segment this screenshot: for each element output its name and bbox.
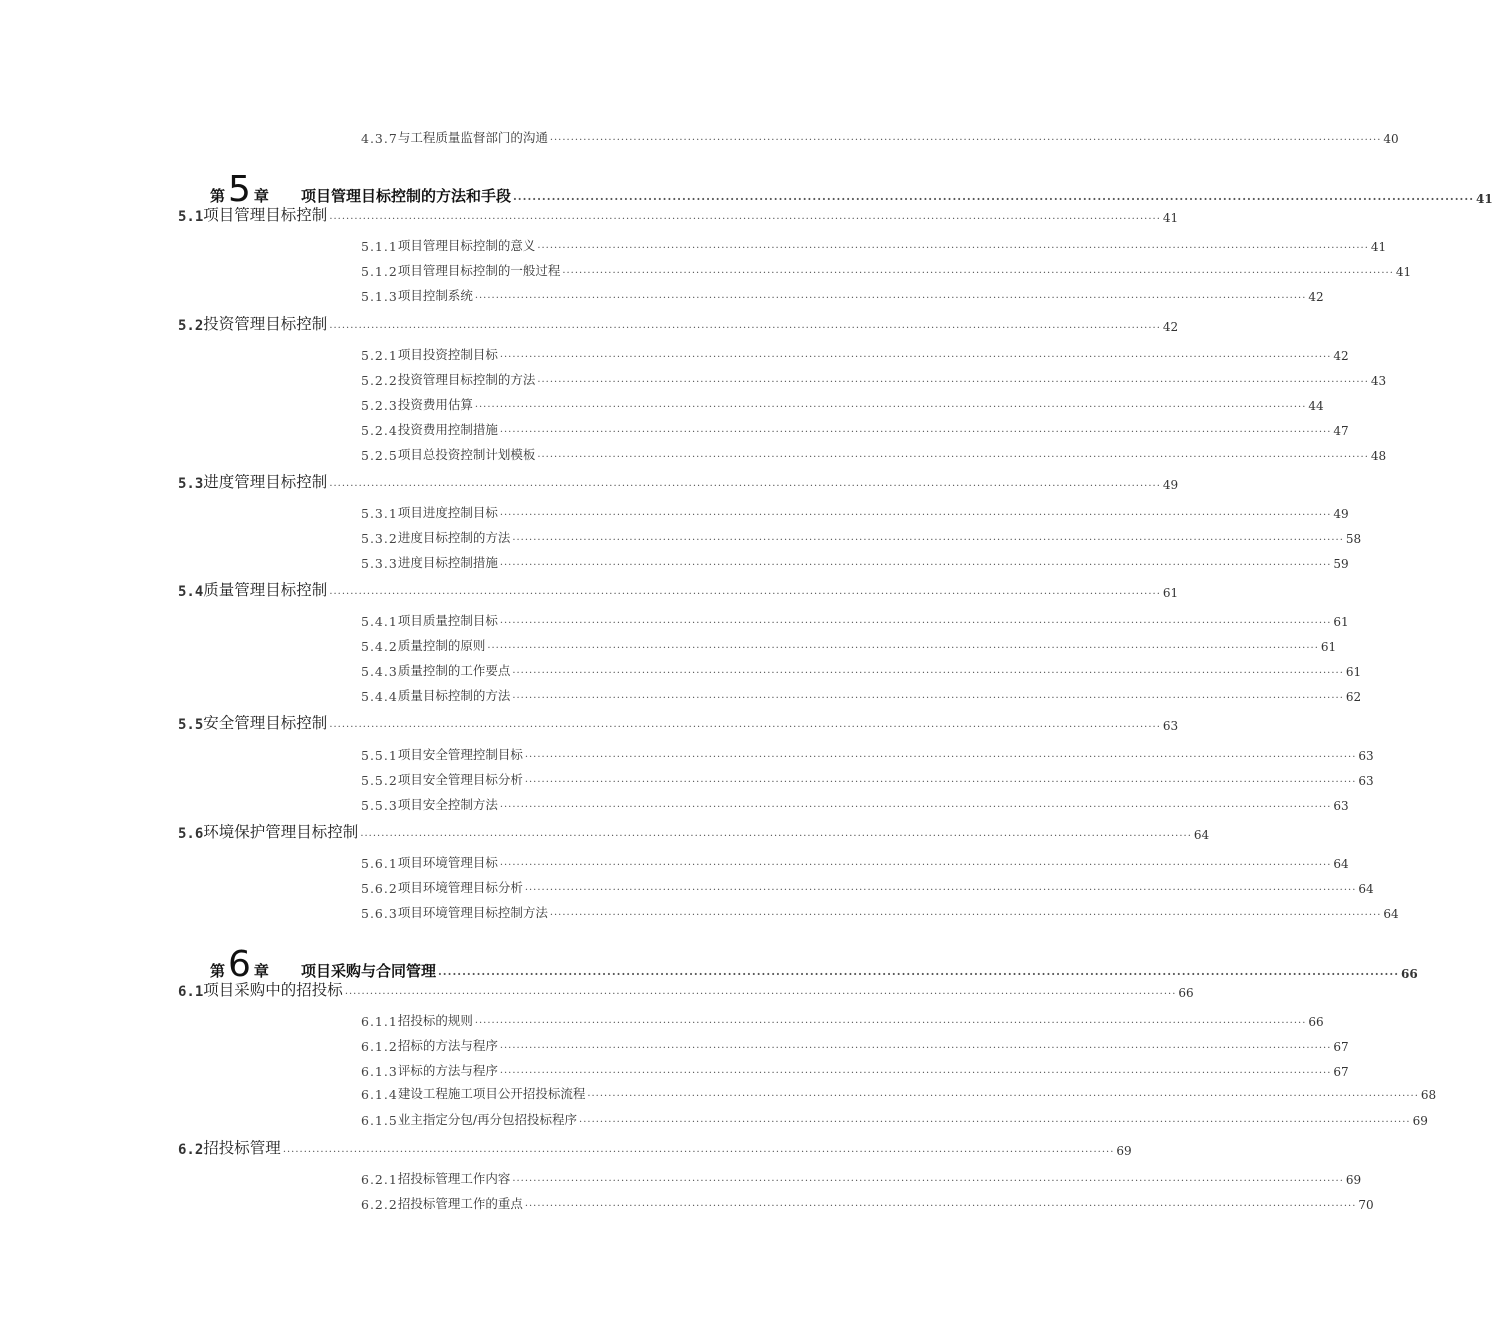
toc-entry[interactable] <box>361 745 1374 763</box>
dot-leader: ······································································································································································································· <box>474 402 1307 413</box>
dot-leader: ······································································································································································································· <box>499 802 1332 813</box>
page-number: 61 <box>1320 640 1337 654</box>
page-number: 61 <box>1345 665 1362 679</box>
section-title: 项目环境管理目标 <box>397 855 498 870</box>
toc-entry[interactable] <box>361 370 1387 388</box>
dot-leader: ······································································································································································································· <box>329 323 1161 334</box>
page-number: 69 <box>1412 1114 1428 1128</box>
section-title: 招标的方法与程序 <box>397 1038 498 1053</box>
toc-entry[interactable] <box>178 578 1179 600</box>
page-number: 63 <box>1358 749 1374 763</box>
section-number: 5.2 <box>178 318 204 334</box>
section-number: 5.6.2 <box>361 881 398 896</box>
section-title: 投资管理目标控制 <box>203 315 328 333</box>
section-number: 5.2.4 <box>361 423 398 438</box>
dot-leader: ······································································································································································································· <box>512 535 1344 546</box>
page-number: 64 <box>1358 882 1374 896</box>
toc-entry[interactable] <box>361 878 1374 896</box>
toc-entry[interactable] <box>361 1036 1349 1054</box>
toc-entry[interactable] <box>361 1061 1349 1079</box>
dot-leader: ······································································································································································································· <box>512 1176 1344 1187</box>
section-title: 投资费用估算 <box>397 397 473 412</box>
page-number: 41 <box>1162 211 1179 225</box>
section-number: 5.6.1 <box>361 856 398 871</box>
section-title: 建设工程施工项目公开招投标流程 <box>397 1086 586 1101</box>
section-number: 5.5.3 <box>361 798 398 813</box>
dot-leader: ······································································································································································································· <box>499 510 1332 521</box>
dot-leader: ······································································································································································································· <box>474 1018 1307 1029</box>
section-title: 招投标管理 <box>203 1139 281 1157</box>
page-number: 58 <box>1345 532 1362 546</box>
toc-entry[interactable] <box>361 903 1399 921</box>
dot-leader: ······································································································································································································· <box>487 643 1319 654</box>
section-title: 项目安全控制方法 <box>397 797 498 812</box>
chapter-prefix: 第 <box>210 962 226 980</box>
toc-entry[interactable] <box>361 853 1349 871</box>
dot-leader: ······································································································································································································· <box>524 1201 1357 1212</box>
dot-leader: ······································································································································································································· <box>512 193 1475 206</box>
chapter-title: 项目采购与合同管理 <box>300 962 436 980</box>
section-title: 项目进度控制目标 <box>397 505 498 520</box>
page-number: 59 <box>1333 557 1349 571</box>
section-title: 安全管理目标控制 <box>203 714 328 732</box>
toc-entry[interactable] <box>361 661 1362 679</box>
section-number: 5.4.3 <box>361 664 398 679</box>
page-number: 61 <box>1333 615 1349 629</box>
toc-entry[interactable] <box>361 1110 1428 1128</box>
section-number: 6.1.4 <box>361 1087 398 1102</box>
page-number: 42 <box>1162 320 1179 334</box>
toc-entry[interactable] <box>361 636 1337 654</box>
toc-entry[interactable] <box>361 611 1349 629</box>
chapter-suffix: 章 <box>253 187 269 205</box>
section-title: 与工程质量监督部门的沟通 <box>397 130 548 145</box>
toc-entry[interactable] <box>361 395 1324 413</box>
dot-leader: ······································································································································································································· <box>499 352 1332 363</box>
section-number: 5.3.3 <box>361 556 398 571</box>
section-number: 5.4.4 <box>361 689 398 704</box>
page-number: 66 <box>1308 1015 1324 1029</box>
dot-leader: ······································································································································································································· <box>512 668 1344 679</box>
dot-leader: ······································································································································································································· <box>524 752 1357 763</box>
dot-leader: ······································································································································································································· <box>549 135 1382 146</box>
section-title: 招投标管理工作的重点 <box>397 1196 523 1211</box>
page-number: 48 <box>1370 449 1387 463</box>
section-title: 招投标管理工作内容 <box>397 1171 511 1186</box>
toc-entry[interactable] <box>361 236 1387 254</box>
toc-entry[interactable] <box>361 1084 1437 1102</box>
page-number: 63 <box>1333 799 1349 813</box>
section-title: 进度目标控制的方法 <box>397 530 511 545</box>
page-number: 67 <box>1333 1065 1349 1079</box>
section-number: 5.2.5 <box>361 448 398 463</box>
section-title: 环境保护管理目标控制 <box>203 823 359 841</box>
dot-leader: ······································································································································································································· <box>524 777 1357 788</box>
page-number: 63 <box>1162 719 1179 733</box>
section-title: 项目安全管理控制目标 <box>397 747 523 762</box>
dot-leader: ······································································································································································································· <box>344 989 1177 1000</box>
section-title: 进度目标控制措施 <box>397 555 498 570</box>
dot-leader: ······································································································································································································· <box>499 618 1332 629</box>
section-number: 6.1.5 <box>361 1113 398 1128</box>
dot-leader: ······································································································································································································· <box>282 1147 1115 1158</box>
section-number: 5.1.2 <box>361 264 398 279</box>
page-number: 42 <box>1308 290 1324 304</box>
page-number: 68 <box>1420 1088 1437 1102</box>
section-number: 5.4.1 <box>361 614 398 629</box>
toc-entry[interactable] <box>361 503 1349 521</box>
page-number: 67 <box>1333 1040 1349 1054</box>
toc-entry[interactable] <box>361 128 1399 146</box>
dot-leader: ······································································································································································································· <box>524 885 1357 896</box>
toc-entry[interactable] <box>361 345 1349 363</box>
dot-leader: ······································································································································································································· <box>437 968 1400 981</box>
toc-entry[interactable] <box>178 1136 1132 1158</box>
page-number: 69 <box>1345 1173 1362 1187</box>
section-number: 5.6 <box>178 826 204 842</box>
section-title: 评标的方法与程序 <box>397 1063 498 1078</box>
toc-entry[interactable] <box>361 553 1349 571</box>
page-number: 66 <box>1178 986 1194 1000</box>
page-number: 66 <box>1401 967 1418 981</box>
toc-chapter-entry[interactable] <box>210 169 1493 210</box>
dot-leader: ······································································································································································································· <box>360 831 1192 842</box>
section-title: 项目管理目标控制 <box>203 206 328 224</box>
dot-leader: ······································································································································································································· <box>549 910 1382 921</box>
chapter-number: 6 <box>228 944 251 985</box>
dot-leader: ······································································································································································································· <box>537 452 1369 463</box>
section-number: 5.5.2 <box>361 773 398 788</box>
section-number: 6.1.3 <box>361 1064 398 1079</box>
section-title: 项目安全管理目标分析 <box>397 772 523 787</box>
dot-leader: ······································································································································································································· <box>512 693 1344 704</box>
chapter-suffix: 章 <box>253 962 269 980</box>
toc-entry[interactable] <box>361 686 1362 704</box>
section-number: 5.5.1 <box>361 748 398 763</box>
chapter-number: 5 <box>228 169 251 210</box>
page-number: 41 <box>1370 240 1387 254</box>
page-number: 49 <box>1333 507 1349 521</box>
section-number: 6.1 <box>178 984 204 1000</box>
page-number: 64 <box>1333 857 1349 871</box>
toc-entry[interactable] <box>361 770 1374 788</box>
section-number: 6.2 <box>178 1142 204 1158</box>
section-title: 质量控制的工作要点 <box>397 663 511 678</box>
page-number: 49 <box>1162 478 1179 492</box>
toc-chapter-entry[interactable] <box>210 944 1418 985</box>
dot-leader: ······································································································································································································· <box>474 293 1307 304</box>
section-number: 6.2.1 <box>361 1172 398 1187</box>
section-title: 项目质量控制目标 <box>397 613 498 628</box>
toc-entry[interactable] <box>178 820 1210 842</box>
page-number: 62 <box>1345 690 1362 704</box>
dot-leader: ······································································································································································································· <box>499 427 1332 438</box>
section-title: 项目管理目标控制的一般过程 <box>397 263 561 278</box>
page-number: 44 <box>1308 399 1324 413</box>
section-number: 5.1.3 <box>361 289 398 304</box>
section-number: 6.1.1 <box>361 1014 398 1029</box>
section-number: 5.3 <box>178 476 204 492</box>
page-number: 64 <box>1193 828 1210 842</box>
section-number: 6.2.2 <box>361 1197 398 1212</box>
section-number: 5.1.1 <box>361 239 398 254</box>
dot-leader: ······································································································································································································· <box>329 481 1161 492</box>
dot-leader: ······································································································································································································· <box>499 1068 1332 1079</box>
dot-leader: ······································································································································································································· <box>499 860 1332 871</box>
section-title: 项目采购中的招投标 <box>203 981 343 999</box>
section-title: 质量管理目标控制 <box>203 581 328 599</box>
page-number: 61 <box>1162 586 1179 600</box>
section-title: 投资管理目标控制的方法 <box>397 372 536 387</box>
page-number: 47 <box>1333 424 1349 438</box>
toc-entry[interactable] <box>361 1011 1324 1029</box>
section-number: 6.1.2 <box>361 1039 398 1054</box>
section-number: 5.2.2 <box>361 373 398 388</box>
toc-entry[interactable] <box>361 261 1412 279</box>
page-number: 43 <box>1370 374 1387 388</box>
dot-leader: ······································································································································································································· <box>579 1117 1411 1128</box>
page-number: 63 <box>1358 774 1374 788</box>
chapter-title: 项目管理目标控制的方法和手段 <box>300 187 511 205</box>
section-number: 5.3.2 <box>361 531 398 546</box>
toc-entry[interactable] <box>361 445 1387 463</box>
toc-entry[interactable] <box>178 312 1179 334</box>
section-number: 5.2.3 <box>361 398 398 413</box>
dot-leader: ······································································································································································································· <box>499 1043 1332 1054</box>
section-number: 4.3.7 <box>361 131 398 146</box>
section-title: 质量控制的原则 <box>397 638 486 653</box>
section-number: 5.6.3 <box>361 906 398 921</box>
section-number: 5.2.1 <box>361 348 398 363</box>
dot-leader: ······································································································································································································· <box>562 268 1394 279</box>
toc-entry[interactable] <box>361 1169 1362 1187</box>
dot-leader: ······································································································································································································· <box>537 243 1369 254</box>
section-title: 项目管理目标控制的意义 <box>397 238 536 253</box>
page-number: 64 <box>1383 907 1399 921</box>
dot-leader: ······································································································································································································· <box>329 722 1161 733</box>
toc-entry[interactable] <box>361 528 1362 546</box>
dot-leader: ······································································································································································································· <box>537 377 1369 388</box>
section-title: 进度管理目标控制 <box>203 473 328 491</box>
page-number: 70 <box>1358 1198 1374 1212</box>
section-title: 投资费用控制措施 <box>397 422 498 437</box>
toc-entry[interactable] <box>178 203 1179 225</box>
section-title: 项目投资控制目标 <box>397 347 498 362</box>
toc-entry[interactable] <box>361 795 1349 813</box>
section-title: 项目控制系统 <box>397 288 473 303</box>
toc-entry[interactable] <box>361 420 1349 438</box>
toc-entry[interactable] <box>178 470 1179 492</box>
section-title: 项目环境管理目标分析 <box>397 880 523 895</box>
toc-entry[interactable] <box>178 978 1194 1000</box>
section-title: 项目环境管理目标控制方法 <box>397 905 548 920</box>
chapter-prefix: 第 <box>210 187 226 205</box>
toc-entry[interactable] <box>361 1194 1374 1212</box>
section-title: 质量目标控制的方法 <box>397 688 511 703</box>
page-number: 42 <box>1333 349 1349 363</box>
page-number: 41 <box>1476 192 1493 206</box>
section-number: 5.5 <box>178 717 204 733</box>
page-number: 40 <box>1383 132 1399 146</box>
dot-leader: ······································································································································································································· <box>499 560 1332 571</box>
section-title: 项目总投资控制计划模板 <box>397 447 536 462</box>
section-number: 5.4 <box>178 584 204 600</box>
page-number: 41 <box>1395 265 1412 279</box>
section-number: 5.1 <box>178 209 204 225</box>
toc-entry[interactable] <box>178 711 1179 733</box>
page-number: 69 <box>1116 1144 1132 1158</box>
dot-leader: ······································································································································································································· <box>587 1091 1419 1102</box>
toc-entry[interactable] <box>361 286 1324 304</box>
section-title: 招投标的规则 <box>397 1013 473 1028</box>
dot-leader: ······································································································································································································· <box>329 589 1161 600</box>
dot-leader: ······································································································································································································· <box>329 214 1161 225</box>
section-number: 5.3.1 <box>361 506 398 521</box>
section-number: 5.4.2 <box>361 639 398 654</box>
section-title: 业主指定分包/再分包招投标程序 <box>397 1112 578 1127</box>
